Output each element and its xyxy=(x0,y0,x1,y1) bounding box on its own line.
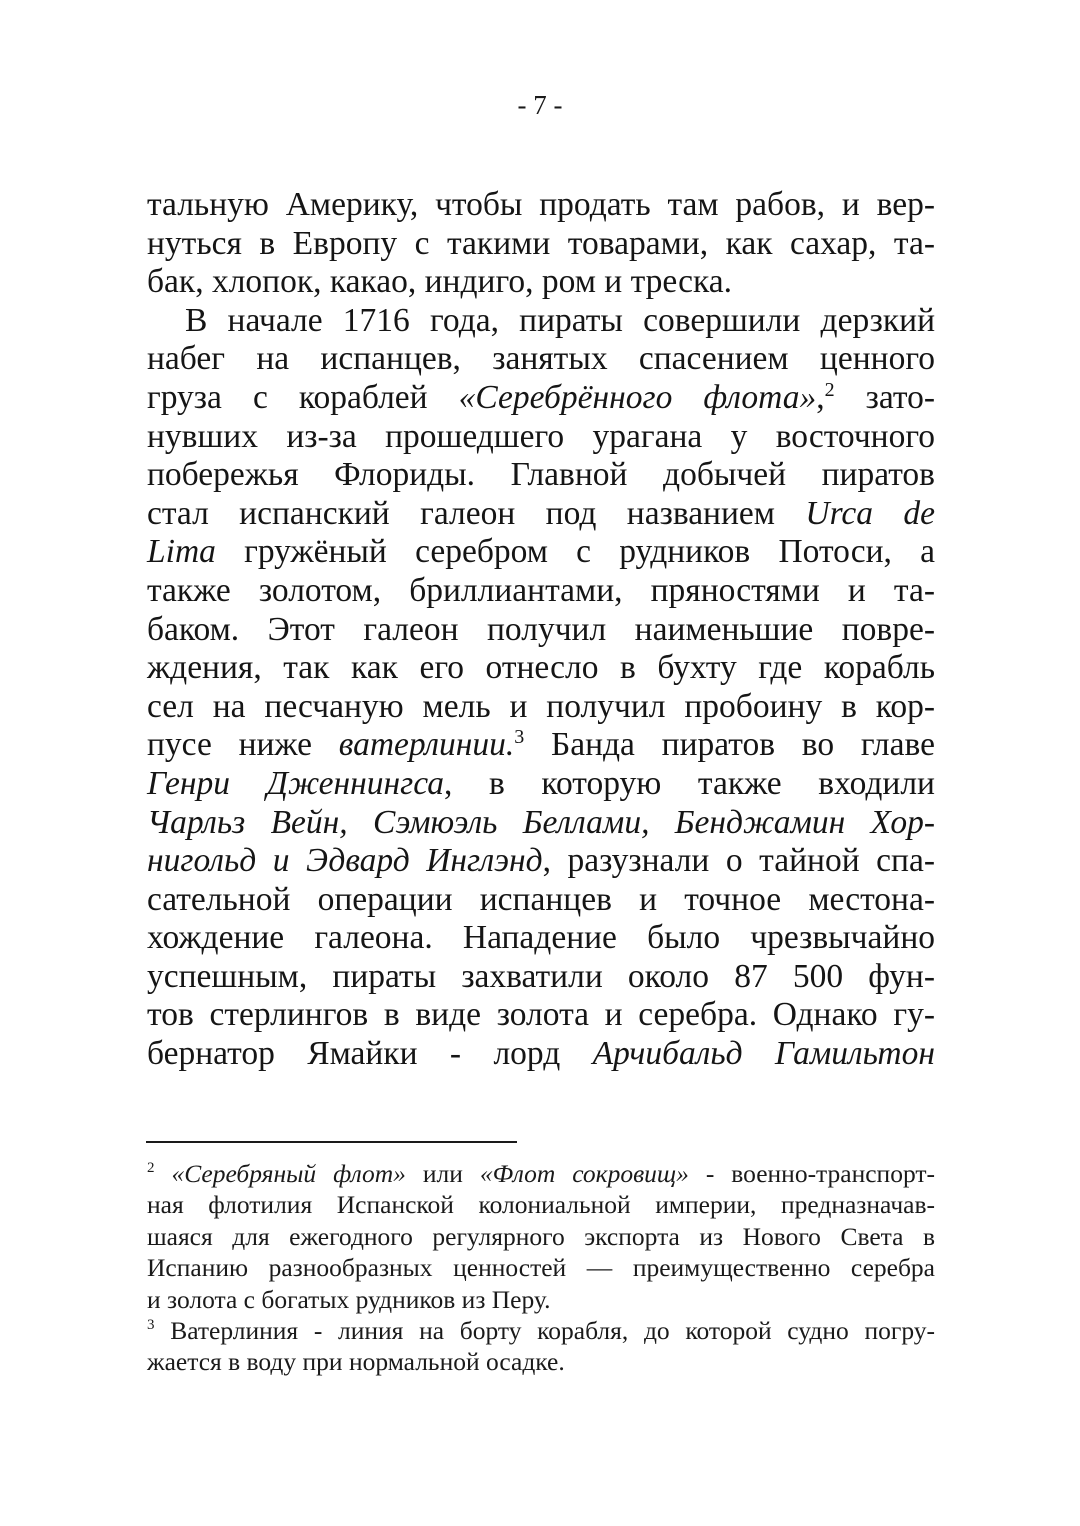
text-line: тальную Америку, чтобы продать там рабов, и вер- xyxy=(147,186,935,223)
italic-term: «Серебряный флот» xyxy=(171,1159,406,1188)
text-segment: гружёный серебром с рудников Потоси, а xyxy=(215,533,935,571)
text-segment: груза с кораблей xyxy=(147,378,459,416)
footnote-separator xyxy=(146,1141,517,1143)
footnote-marker-2: 2 xyxy=(147,1160,155,1176)
text-segment: Ватерлиния - линия на борту корабля, до которой судно погру- xyxy=(154,1315,935,1345)
italic-term: «Флот сокровищ» xyxy=(479,1159,689,1188)
text-segment: - военно-транспорт- xyxy=(688,1159,935,1188)
footnote-3-line xyxy=(147,1315,935,1346)
text-line: сательной операции испанцев и точное местона- xyxy=(147,880,935,918)
text-line: нувших из-за прошедшего урагана у восточного xyxy=(147,417,935,455)
paragraph-start-line: В начале 1716 года, пираты совершили дерзкий xyxy=(185,301,935,339)
italic-names: Чарльз Вейн, Сэмюэль Беллами, Бенджамин Хор- xyxy=(147,803,935,841)
text-line: сел на песчаную мель и получил пробоину в кор- xyxy=(147,687,935,725)
italic-term: Urca de xyxy=(805,494,935,532)
text-segment: , xyxy=(816,378,825,416)
text-segment: или xyxy=(405,1159,480,1188)
italic-term: ватерлинии. xyxy=(338,726,515,764)
text-line: ждения, так как его отнесло в бухту где корабль xyxy=(147,649,935,687)
text-line: тов стерлингов в виде золота и серебра. Однако гу- xyxy=(147,996,935,1034)
text-segment: стал испанский галеон под названием xyxy=(147,494,806,532)
text-line: нуться в Европу с такими товарами, как сахар, та- xyxy=(147,224,935,262)
text-line xyxy=(147,533,935,572)
footnote-ref-3[interactable]: 3 xyxy=(514,726,525,749)
text-line xyxy=(147,379,935,418)
footnote-2-line xyxy=(147,1158,935,1189)
footnote-3-line: жается в воду при нормальной осадке. xyxy=(147,1347,565,1377)
text-line: набег на испанцев, занятых спасением ценного xyxy=(147,340,935,378)
text-segment: Банда пиратов во главе xyxy=(524,726,935,764)
text-line: успешным, пираты захватили около 87 500 фун- xyxy=(147,957,935,995)
page-number: - 7 - xyxy=(517,90,563,120)
text-segment: бернатор Ямайки - лорд xyxy=(147,1035,593,1073)
text-line xyxy=(147,804,935,843)
text-line: баком. Этот галеон получил наименьшие повре- xyxy=(147,610,935,648)
text-line: также золотом, бриллиантами, пряностями и та- xyxy=(147,571,935,609)
footnote-2-line: Испанию разнообразных ценностей — преимущественно серебра xyxy=(147,1253,935,1283)
body-text xyxy=(147,186,935,1074)
text-segment: , разузнали о тайной спа- xyxy=(542,842,935,880)
italic-names: нигольд и Эдвард Инглэнд xyxy=(147,842,543,880)
text-segment: зато- xyxy=(834,378,936,416)
footnote-ref-2[interactable]: 2 xyxy=(824,378,835,401)
footnote-marker-3: 3 xyxy=(147,1316,155,1333)
footnote-2-line: и золота с богатых рудников из Перу. xyxy=(147,1284,551,1314)
text-line xyxy=(147,726,935,765)
text-segment: пусе ниже xyxy=(147,726,339,764)
italic-name: Генри Дженнингса xyxy=(147,764,444,802)
text-segment: , в которую также входили xyxy=(443,764,935,802)
italic-term: «Серебрённого флота» xyxy=(458,378,817,416)
text-line xyxy=(147,1035,935,1074)
text-line xyxy=(147,765,935,804)
text-line: бак, хлопок, какао, индиго, ром и треска. xyxy=(147,263,732,301)
footnotes xyxy=(147,1158,935,1378)
footnote-2-line: ная флотилия Испанской колониальной империи, предназначав- xyxy=(147,1190,935,1220)
text-line: побережья Флориды. Главной добычей пиратов xyxy=(147,456,935,494)
italic-name: Арчибальд Гамильтон xyxy=(592,1035,935,1073)
footnote-2-line: шаяся для ежегодного регулярного экспорта из Нового Света в xyxy=(147,1221,935,1251)
text-line xyxy=(147,842,935,881)
italic-term: Lima xyxy=(147,533,216,571)
text-line: хождение галеона. Нападение было чрезвычайно xyxy=(147,919,935,957)
text-line xyxy=(147,495,935,534)
